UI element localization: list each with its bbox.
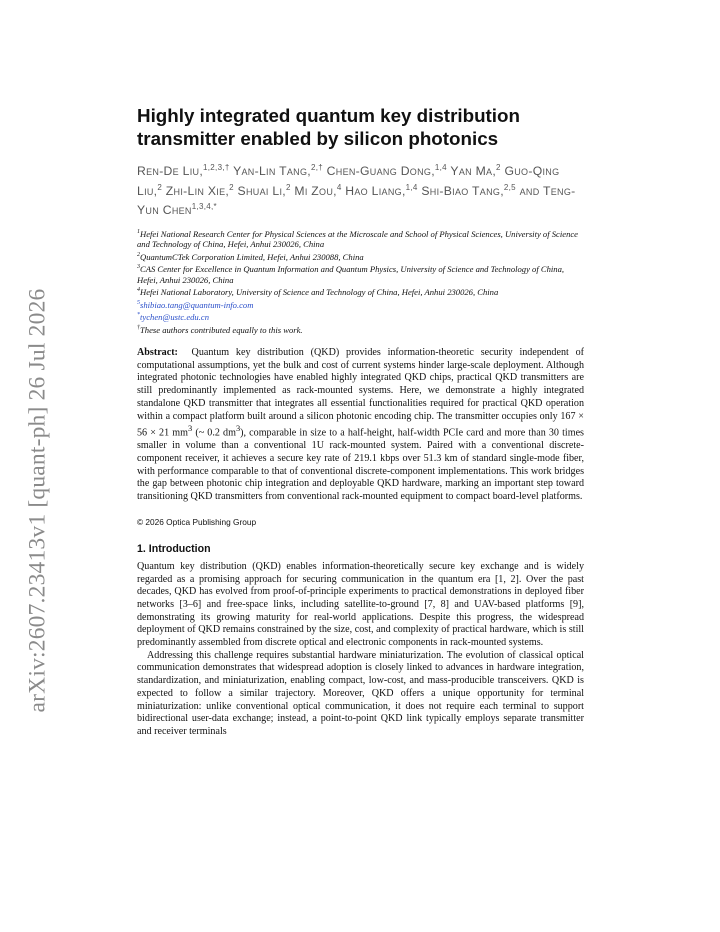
author-affiliation-marks: 2,† — [310, 163, 323, 172]
author-name: Hao Liang, — [341, 183, 406, 198]
arxiv-identifier-text: arXiv:2607.23413v1 [quant-ph] 26 Jul 2026 — [24, 288, 51, 712]
intro-paragraph-1: Quantum key distribution (QKD) enables information-theoretically secure key exchange and is widely regarded as a promising approach for securing communication in the quantum era [1, 2]. Over the past decades, QKD has evolved from proof-of-principle experiments to practical demonstrations in deployed fiber networks [3–6] and free-space links, including satellite-to-ground [7, 8] and UAV-based platforms [9], demonstrating its growing maturity for real-world applications. Despite this progress, the widespread deployment of QKD remains constrained by the size, cost, and complexity of practical hardware, which is still predominantly assembled from discrete optical and electronic components in rack-mounted systems. — [137, 560, 584, 649]
equal-contribution-note: †These authors contributed equally to this work. — [137, 324, 303, 335]
author-affiliation-marks: 1,4 — [434, 163, 447, 172]
title-line-1: Highly integrated quantum key distribution — [137, 105, 520, 126]
author-name: Shi-Biao Tang, — [417, 183, 504, 198]
author-affiliation-marks: 2 — [229, 182, 234, 192]
title-line-2: transmitter enabled by silicon photonics — [137, 128, 499, 149]
author-name: and Teng-Yun Chen — [137, 183, 576, 218]
arxiv-identifier — [18, 288, 58, 712]
abstract-text-a: Quantum key distribution (QKD) provides information-theoretic security independent of computational assumptions, yet the bulk and cost of current systems hinder large-scale deployment. Although integrated photonic technologies have enabled highly integrated QKD chips, practical QKD transmitters are still predominantly implemented as rack-mounted systems. Here, we demonstrate a highly integrated standalone QKD transmitter that integrates all essential functionalities required for practical QKD operation within a compact platform built around a silicon photonic encoding chip. The transmitter occupies only 167 × 56 × 21 mm — [137, 347, 584, 439]
author-name: Zhi-Lin Xie, — [162, 183, 230, 198]
affiliation-4: $^4$Hefei National Laboratory, University of Science and Technology of China, Hefei, Anhui 230026, China — [137, 287, 499, 298]
author-name: Chen-Guang Dong, — [322, 164, 435, 179]
author-name: Shuai Li, — [233, 183, 286, 198]
author-name: Yan-Lin Tang, — [229, 164, 311, 179]
abstract-text-b: (~ 0.2 dm — [192, 427, 236, 439]
section-heading: 1. Introduction — [137, 542, 211, 555]
abstract-text-c: ), comparable in size to a half-height, half-width PCIe card and more than 30 times smaller in volume than a conventional 1U rack-mounted system. Paired with a conventional discrete-component receiver, it achieves a secure key rate of 219.1 kbps over 51.3 km of standard single-mode fiber, with performance comparable to that of conventional discrete-component implementations. This work bridges the gap between photonic chip integration and deployable QKD hardware, marking an important step toward transitioning QKD transmitters from conventional rack-mounted equipment to compact board-level platforms. — [137, 427, 584, 503]
affiliation-3: $^3$CAS Center for Excellence in Quantum Information and Quantum Physics, University of Science and Technology of China, Hefei, Anhui 230026, China — [137, 264, 565, 285]
author-affiliation-marks: 1,3,4,* — [191, 202, 217, 212]
paper-page — [137, 104, 584, 739]
author-affiliation-marks: 2,5 — [503, 182, 516, 192]
author-name: Guo-Qing Liu, — [137, 164, 560, 198]
author-affiliation-marks: 2 — [285, 182, 291, 192]
author-name: Yan Ma, — [446, 164, 497, 179]
author-affiliation-marks: 2 — [157, 182, 163, 192]
author-affiliation-marks: 1,4 — [405, 182, 418, 192]
paper-title — [137, 104, 584, 150]
abstract: Abstract: Quantum key distribution (QKD) provides information-theoretic security independent of computational assumptions, yet the bulk and cost of current systems hinder large-scale deployment. Although integrated photonic technologies have enabled highly integrated QKD chips, practical QKD transmitters are still predominantly implemented as rack-mounted systems. Here, we demonstrate a highly integrated standalone QKD transmitter that integrates all essential functionalities required for practical QKD operation within a compact platform built around a silicon photonic encoding chip. The transmitter occupies only 167 × 56 × 21 $mm^3$ (~ 0.2 $dm^3$), comparable in size to a half-height, half-width PCIe card and more than 30 times smaller in volume than a conventional 1U rack-mounted system. Paired with a conventional discrete-component receiver, it achieves a secure key rate of 219.1 kbps over 51.3 km of standard single-mode fiber, with performance comparable to that of conventional discrete-component implementations. This work bridges the gap between photonic chip integration and deployable QKD hardware, marking an important step toward transitioning QKD transmitters from conventional rack-mounted equipment to compact board-level platforms. — [137, 347, 584, 503]
affiliation-2: $^2$QuantumCTek Corporation Limited, Hefei, Anhui 230088, China — [137, 251, 364, 262]
author-affiliation-marks: 1,2,3,† — [203, 163, 230, 172]
affiliations — [137, 227, 584, 335]
copyright-notice: © 2026 Optica Publishing Group — [137, 516, 257, 527]
author-name: Mi Zou, — [290, 183, 337, 198]
author-affiliation-marks: 2 — [496, 163, 501, 172]
abstract-label: Abstract: — [137, 347, 178, 359]
email-1[interactable]: $^5$shibiao.tang@quantum-info.com — [137, 299, 254, 310]
author-list — [137, 160, 584, 219]
affiliation-1: $^1$Hefei National Research Center for Physical Sciences at the Microscale and School of Physical Sciences, University of Science and Technology of China, Hefei, Anhui 230026, China — [137, 228, 578, 250]
intro-paragraph-2: Addressing this challenge requires substantial hardware miniaturization. The evolution of classical optical communication demonstrates that widespread adoption is closely linked to advances in hardware integration, standardization, and miniaturization, enabling compact, low-cost, and mass-producible transceivers. QKD is expected to follow a similar trajectory. Moreover, QKD offers a unique opportunity for terminal miniaturization: unlike conventional optical communication, it does not require each terminal to support bidirectional user-data exchange; instead, a point-to-point QKD link typically employs separate transmitter and receiver terminals — [137, 649, 584, 737]
email-2[interactable]: *tychen@ustc.edu.cn — [137, 312, 209, 322]
author-affiliation-marks: 4 — [336, 182, 342, 192]
author-name: Ren-De Liu, — [137, 164, 204, 179]
